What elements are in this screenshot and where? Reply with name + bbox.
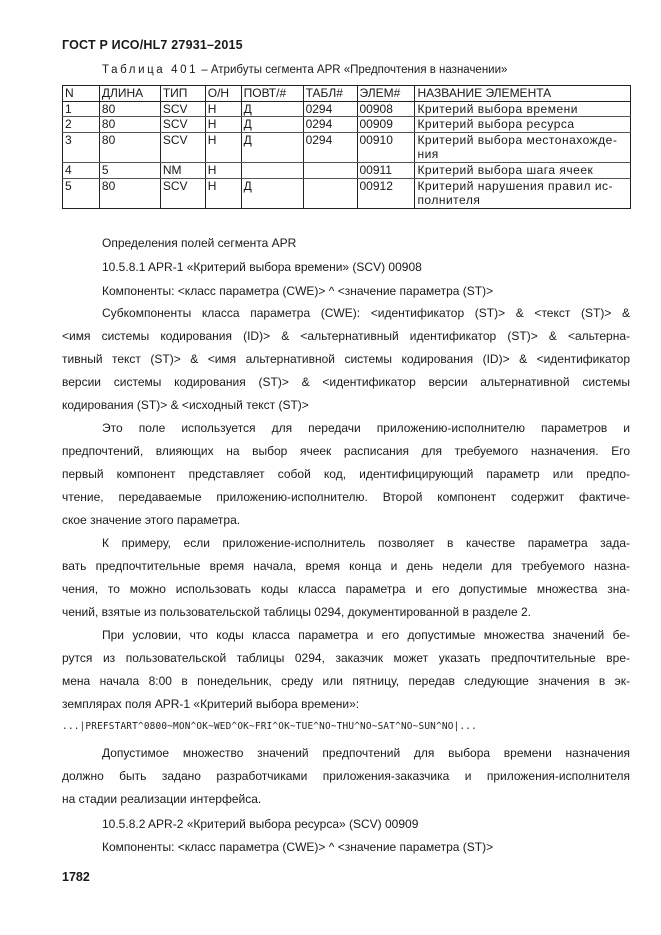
components-line: Компоненты: <класс параметра (CWE)> ^ <значение параметра (ST)> bbox=[102, 840, 494, 854]
table-cell-line: 80 bbox=[101, 178, 116, 193]
paragraph-line: первый компонент представляет собой код, идентифицирующий параметр или предпо- bbox=[62, 467, 630, 481]
table-cell bbox=[357, 162, 415, 178]
table-caption bbox=[102, 64, 507, 76]
table-cell-line bbox=[306, 193, 355, 208]
table-cell-line bbox=[306, 179, 355, 194]
paragraph-line: Субкомпоненты класса параметра (CWE): <идентификатор (ST)> & <текст (ST)> & bbox=[102, 306, 630, 320]
table-cell-line: Д bbox=[243, 101, 252, 116]
table-cell-line: 00911 bbox=[359, 162, 392, 177]
table-cell-line: Критерий выбора местонахожде- bbox=[417, 132, 618, 147]
paragraph-line: тивный текст (ST)> & <имя альтернативной системы кодирования (ID)> & <идентификатор bbox=[62, 352, 630, 366]
paragraph-line: чений, взятые из пользовательской таблицы 0294, документированной в разделе 2. bbox=[62, 605, 532, 619]
table-cell bbox=[63, 101, 100, 117]
table-cell bbox=[415, 132, 631, 162]
table-cell bbox=[99, 162, 160, 178]
table-cell-line: 5 bbox=[65, 178, 72, 193]
table-cell-line: 0294 bbox=[305, 132, 333, 147]
column-header: N bbox=[63, 86, 100, 102]
table-cell-line: Н bbox=[207, 117, 217, 132]
segment-attributes-table bbox=[62, 85, 631, 209]
table-cell-line: ния bbox=[417, 147, 439, 162]
page-number: 1782 bbox=[62, 870, 90, 884]
table-cell-line: Критерий выбора времени bbox=[417, 101, 578, 116]
table-row bbox=[63, 162, 631, 178]
table-cell bbox=[99, 132, 160, 162]
table-cell-line: SCV bbox=[162, 132, 188, 147]
table-cell bbox=[241, 101, 303, 117]
table-cell bbox=[205, 101, 241, 117]
table-cell bbox=[160, 162, 205, 178]
table-cell-line: 0294 bbox=[305, 101, 333, 116]
table-row bbox=[63, 178, 631, 208]
table-cell-line: 3 bbox=[65, 132, 72, 147]
paragraph-line: на стадии реализации интерфейса. bbox=[62, 792, 262, 806]
paragraph-line: чения, то можно использовать коды класса параметра и его допустимые множества зна- bbox=[62, 582, 630, 596]
table-cell-line: 2 bbox=[65, 117, 72, 132]
table-cell-line: SCV bbox=[162, 101, 188, 116]
table-cell bbox=[99, 178, 160, 208]
table-cell bbox=[63, 132, 100, 162]
table-caption-label: Таблица 401 bbox=[102, 64, 199, 76]
table-cell bbox=[160, 178, 205, 208]
table-cell-line: 00908 bbox=[359, 101, 393, 116]
table-cell-line: Н bbox=[207, 162, 217, 177]
column-header: ЭЛЕМ# bbox=[357, 86, 415, 102]
table-cell bbox=[241, 178, 303, 208]
table-caption-title: Атрибуты сегмента APR «Предпочтения в назначении» bbox=[210, 64, 508, 76]
section-heading-apr-1: 10.5.8.1 APR-1 «Критерий выбора времени» (SCV) 00908 bbox=[102, 260, 422, 274]
table-cell-line bbox=[244, 193, 301, 208]
table-cell-line bbox=[306, 163, 355, 178]
table-cell-line: 00910 bbox=[359, 132, 393, 147]
paragraph-line: вать предпочтительные время начала, время конца и день недели для требуемого назна- bbox=[62, 559, 630, 573]
table-cell bbox=[303, 101, 357, 117]
table-cell bbox=[63, 117, 100, 133]
table-cell-line: Н bbox=[207, 101, 217, 116]
table-cell-line bbox=[360, 193, 413, 208]
table-cell bbox=[415, 101, 631, 117]
table-cell bbox=[63, 162, 100, 178]
table-cell-line: SCV bbox=[162, 117, 188, 132]
table-cell bbox=[415, 178, 631, 208]
table-cell bbox=[63, 178, 100, 208]
table-cell-line: 0294 bbox=[305, 117, 333, 132]
table-cell bbox=[303, 117, 357, 133]
section-heading-apr-2: 10.5.8.2 APR-2 «Критерий выбора ресурса» (SCV) 00909 bbox=[102, 817, 419, 831]
table-cell bbox=[241, 117, 303, 133]
table-cell-line bbox=[163, 147, 203, 162]
table-cell bbox=[415, 117, 631, 133]
table-cell-line: 4 bbox=[65, 162, 72, 177]
paragraph-line: К примеру, если приложение-исполнитель позволяет в качестве параметра зада- bbox=[102, 536, 630, 550]
table-cell bbox=[99, 101, 160, 117]
table-header-row bbox=[63, 86, 631, 102]
table-cell-line: Н bbox=[207, 132, 217, 147]
table-cell-line: Д bbox=[243, 117, 252, 132]
paragraph-line: должно быть задано разработчиками приложения-заказчика и приложения-исполнителя bbox=[62, 769, 630, 783]
table-cell-line: Критерий выбора шага ячеек bbox=[417, 162, 594, 177]
table-cell-line: 00912 bbox=[359, 178, 393, 193]
column-header: НАЗВАНИЕ ЭЛЕМЕНТА bbox=[415, 86, 631, 102]
paragraph-line: земплярах поля APR-1 «Критерий выбора времени»: bbox=[62, 697, 360, 711]
example-code-line: ...|PREFSTART^0800~MON^OK~WED^OK~FRI^OK~TUE^NO~THU^NO~SAT^NO~SUN^NO|... bbox=[62, 721, 477, 732]
table-caption-dash: – bbox=[198, 64, 211, 76]
table-cell bbox=[160, 132, 205, 162]
table-cell bbox=[357, 178, 415, 208]
table-cell-line bbox=[208, 193, 239, 208]
table-cell-line: 80 bbox=[101, 117, 116, 132]
paragraph-line: ское значение этого параметра. bbox=[62, 513, 241, 527]
table-cell-line bbox=[360, 147, 413, 162]
table-cell-line bbox=[244, 163, 301, 178]
table-cell-line: Критерий нарушения правил ис- bbox=[417, 178, 614, 193]
table-cell-line: 80 bbox=[101, 132, 116, 147]
paragraph-line: чтение, передаваемые приложению-исполнителю. Второй компонент содержит фактиче- bbox=[62, 490, 630, 504]
table-cell-line: Н bbox=[207, 178, 217, 193]
components-line: Компоненты: <класс параметра (CWE)> ^ <значение параметра (ST)> bbox=[102, 284, 494, 298]
table-cell-line: Д bbox=[243, 132, 252, 147]
table-cell-line bbox=[102, 147, 158, 162]
table-cell-line: полнителя bbox=[417, 193, 481, 208]
table-cell bbox=[303, 178, 357, 208]
table-cell bbox=[357, 117, 415, 133]
table-cell bbox=[205, 162, 241, 178]
paragraph-line: мена начала 8:00 в понедельник, среду или пятницу, передав следующие значения в эк- bbox=[62, 674, 630, 688]
table-cell-line: 00909 bbox=[359, 117, 393, 132]
standard-header: ГОСТ Р ИСО/HL7 27931–2015 bbox=[62, 38, 243, 52]
table-cell bbox=[415, 162, 631, 178]
table-cell bbox=[160, 117, 205, 133]
table-cell-line bbox=[306, 147, 355, 162]
table-row bbox=[63, 101, 631, 117]
table-cell bbox=[303, 162, 357, 178]
table-row bbox=[63, 132, 631, 162]
paragraph-line: кодирования (ST)> & <исходный текст (ST)> bbox=[62, 398, 309, 412]
column-header: О/Н bbox=[205, 86, 241, 102]
table-cell-line bbox=[163, 193, 203, 208]
table-cell-line: Критерий выбора ресурса bbox=[417, 117, 575, 132]
column-header: ПОВТ/# bbox=[241, 86, 303, 102]
table-cell bbox=[160, 101, 205, 117]
column-header: ТАБЛ# bbox=[303, 86, 357, 102]
paragraph-line: предпочтений, влияющих на выбор ячеек расписания для требуемого назначения. Его bbox=[62, 444, 630, 458]
table-cell bbox=[241, 132, 303, 162]
table-row bbox=[63, 117, 631, 133]
table-cell-line: 1 bbox=[65, 101, 72, 116]
paragraph-line: Это поле используется для передачи приложению-исполнителю параметров и bbox=[102, 421, 630, 435]
table-cell-line: SCV bbox=[162, 178, 188, 193]
table-cell-line: Д bbox=[243, 178, 252, 193]
table-cell bbox=[357, 132, 415, 162]
column-header: ДЛИНА bbox=[99, 86, 160, 102]
table-cell-line: NM bbox=[162, 162, 182, 177]
table-cell-line: 5 bbox=[101, 162, 109, 177]
column-header: ТИП bbox=[160, 86, 205, 102]
table-body bbox=[63, 101, 631, 208]
table-cell-line bbox=[65, 193, 97, 208]
table-cell bbox=[205, 178, 241, 208]
paragraph-line: рутся из пользовательской таблицы 0294, заказчик может указать предпочтительные вре- bbox=[62, 651, 630, 665]
paragraph-line: <имя системы кодирования (ID)> & <альтернативный идентификатор (ST)> & <альтерна- bbox=[62, 329, 630, 343]
table-cell bbox=[205, 117, 241, 133]
table-cell-line bbox=[208, 147, 239, 162]
section-definitions: Определения полей сегмента APR bbox=[102, 236, 297, 250]
table-cell-line bbox=[102, 193, 158, 208]
table-cell-line: 80 bbox=[101, 101, 116, 116]
paragraph-line: При условии, что коды класса параметра и его допустимые множества значений бе- bbox=[102, 628, 630, 642]
paragraph-line: Допустимое множество значений предпочтений для выбора времени назначения bbox=[102, 746, 630, 760]
table-cell bbox=[99, 117, 160, 133]
table-cell bbox=[205, 132, 241, 162]
paragraph-line: версии системы кодирования (ST)> & <идентификатор версии альтернативной системы bbox=[62, 375, 630, 389]
table-cell bbox=[241, 162, 303, 178]
table-cell-line bbox=[244, 147, 301, 162]
table-cell-line bbox=[65, 147, 97, 162]
table-cell bbox=[303, 132, 357, 162]
table-cell bbox=[357, 101, 415, 117]
